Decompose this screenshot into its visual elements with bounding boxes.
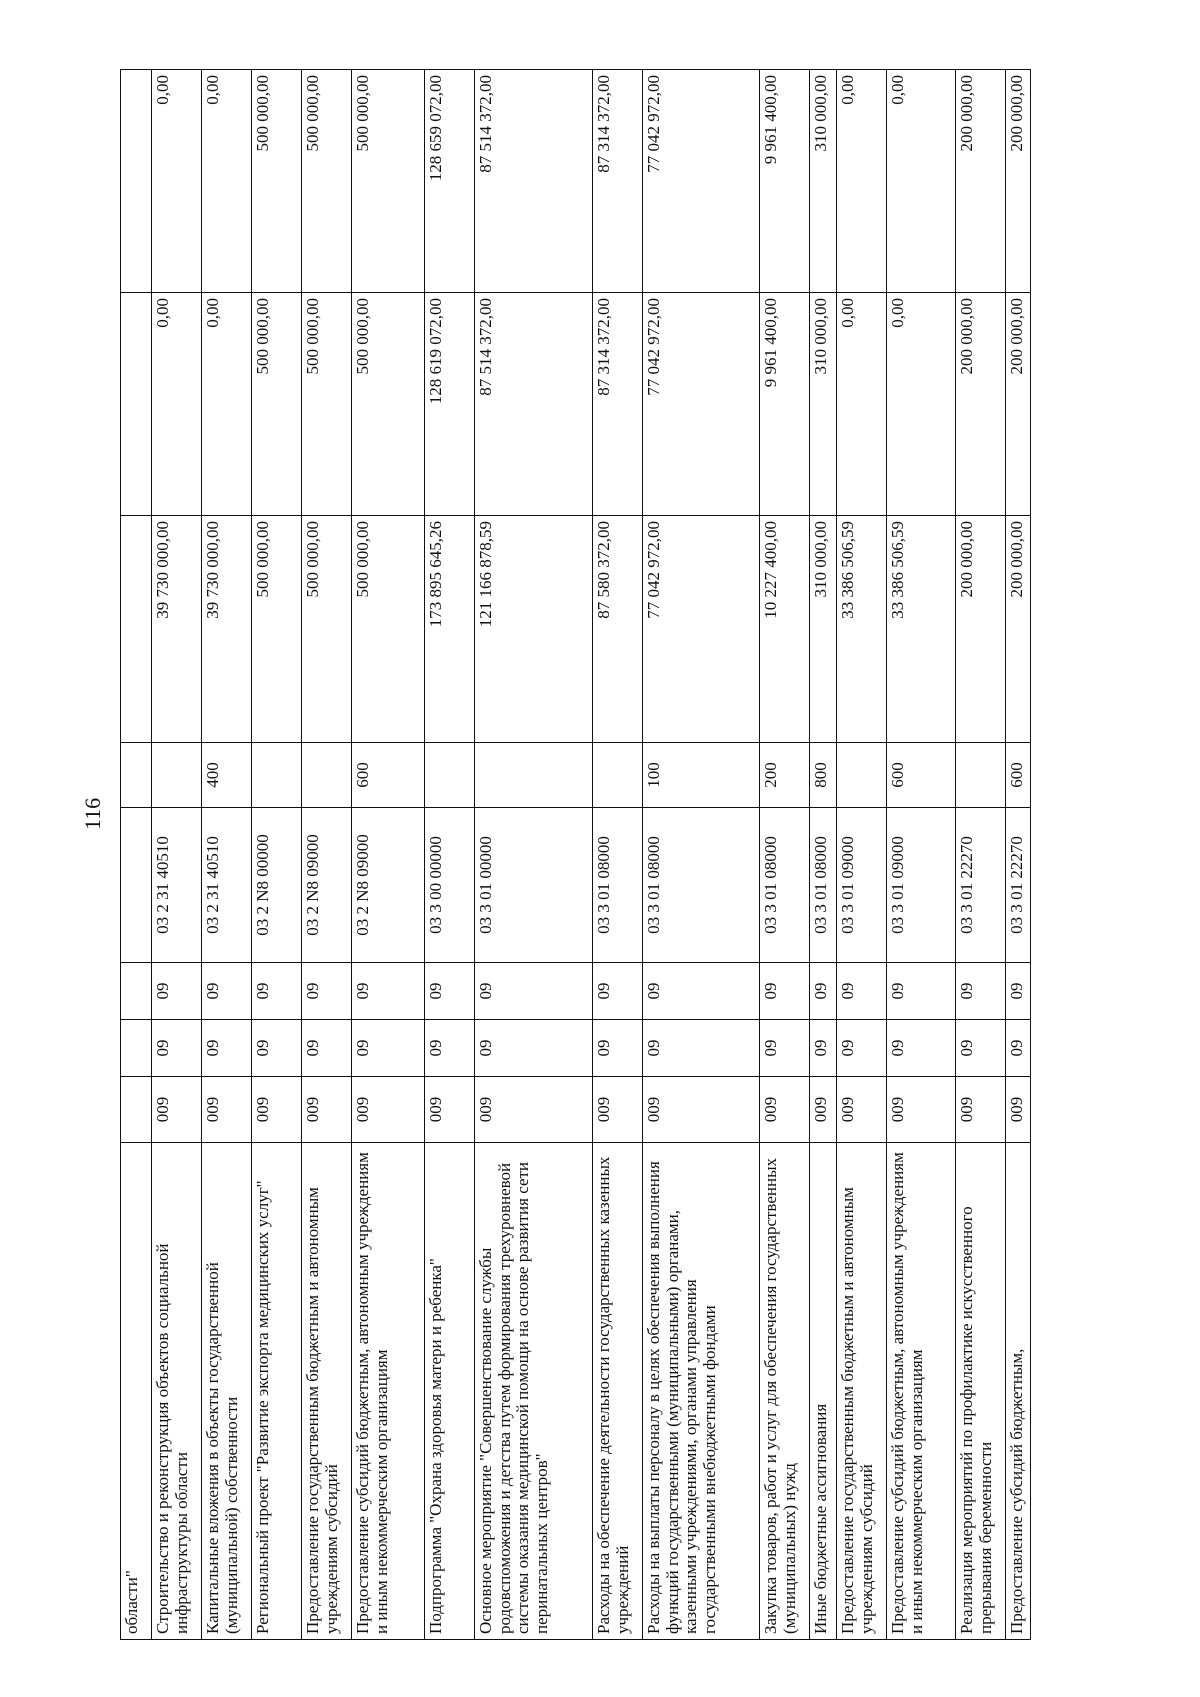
amount-year-1: 500 000,00 — [352, 516, 425, 743]
amount-year-2: 310 000,00 — [810, 293, 837, 516]
amount-year-3: 500 000,00 — [252, 70, 302, 293]
section-code: 09 — [202, 1020, 252, 1077]
subsection-code: 09 — [593, 963, 643, 1020]
ministry-code: 009 — [302, 1077, 352, 1143]
subsection-code: 09 — [956, 963, 1006, 1020]
target-article-code: 03 3 01 22270 — [956, 808, 1006, 963]
row-name: Предоставление субсидий бюджетным, автономным учреждениям и иным некоммерческим организациям — [887, 1143, 956, 1640]
target-article-code — [121, 808, 152, 963]
table-row — [252, 70, 302, 1640]
amount-year-1: 500 000,00 — [252, 516, 302, 743]
budget-table-page — [120, 70, 1122, 1640]
table-row — [643, 70, 760, 1640]
expense-type-code: 400 — [202, 743, 252, 808]
target-article-code: 03 2 N8 09000 — [302, 808, 352, 963]
amount-year-2: 0,00 — [837, 293, 887, 516]
table-row — [956, 70, 1006, 1640]
budget-table-body — [121, 70, 1031, 1640]
subsection-code: 09 — [352, 963, 425, 1020]
amount-year-2: 87 514 372,00 — [475, 293, 593, 516]
amount-year-2: 200 000,00 — [956, 293, 1006, 516]
amount-year-2: 77 042 972,00 — [643, 293, 760, 516]
table-row — [425, 70, 475, 1640]
subsection-code: 09 — [643, 963, 760, 1020]
amount-year-3 — [121, 70, 152, 293]
budget-table — [120, 69, 1031, 1640]
amount-year-3: 9 961 400,00 — [760, 70, 810, 293]
amount-year-3: 128 659 072,00 — [425, 70, 475, 293]
section-code: 09 — [352, 1020, 425, 1077]
expense-type-code — [121, 743, 152, 808]
amount-year-2: 200 000,00 — [1006, 293, 1031, 516]
ministry-code — [121, 1077, 152, 1143]
subsection-code: 09 — [252, 963, 302, 1020]
ministry-code: 009 — [956, 1077, 1006, 1143]
amount-year-3: 200 000,00 — [1006, 70, 1031, 293]
target-article-code: 03 2 N8 00000 — [252, 808, 302, 963]
amount-year-3: 87 314 372,00 — [593, 70, 643, 293]
amount-year-3: 0,00 — [887, 70, 956, 293]
expense-type-code — [475, 743, 593, 808]
amount-year-1: 33 386 506,59 — [887, 516, 956, 743]
table-row — [121, 70, 152, 1640]
amount-year-2: 500 000,00 — [352, 293, 425, 516]
amount-year-3: 200 000,00 — [956, 70, 1006, 293]
subsection-code: 09 — [202, 963, 252, 1020]
amount-year-1: 10 227 400,00 — [760, 516, 810, 743]
ministry-code: 009 — [202, 1077, 252, 1143]
page-number: 116 — [80, 797, 105, 830]
amount-year-1: 121 166 878,59 — [475, 516, 593, 743]
target-article-code: 03 3 01 08000 — [643, 808, 760, 963]
expense-type-code — [302, 743, 352, 808]
row-name: Иные бюджетные ассигнования — [810, 1143, 837, 1640]
expense-type-code — [837, 743, 887, 808]
ministry-code: 009 — [837, 1077, 887, 1143]
section-code: 09 — [1006, 1020, 1031, 1077]
subsection-code: 09 — [760, 963, 810, 1020]
amount-year-3: 87 514 372,00 — [475, 70, 593, 293]
target-article-code: 03 3 01 08000 — [593, 808, 643, 963]
target-article-code: 03 3 00 00000 — [425, 808, 475, 963]
table-row — [837, 70, 887, 1640]
expense-type-code — [252, 743, 302, 808]
row-name: Предоставление государственным бюджетным и автономным учреждениям субсидий — [302, 1143, 352, 1640]
expense-type-code: 800 — [810, 743, 837, 808]
amount-year-2: 500 000,00 — [252, 293, 302, 516]
ministry-code: 009 — [425, 1077, 475, 1143]
row-name: Строительство и реконструкция объектов социальной инфраструктуры области — [152, 1143, 202, 1640]
section-code: 09 — [302, 1020, 352, 1077]
amount-year-3: 310 000,00 — [810, 70, 837, 293]
section-code: 09 — [475, 1020, 593, 1077]
section-code: 09 — [593, 1020, 643, 1077]
subsection-code: 09 — [1006, 963, 1031, 1020]
amount-year-3: 0,00 — [202, 70, 252, 293]
amount-year-2: 128 619 072,00 — [425, 293, 475, 516]
table-row — [152, 70, 202, 1640]
section-code: 09 — [810, 1020, 837, 1077]
target-article-code: 03 3 01 08000 — [810, 808, 837, 963]
section-code: 09 — [760, 1020, 810, 1077]
amount-year-1: 500 000,00 — [302, 516, 352, 743]
expense-type-code: 100 — [643, 743, 760, 808]
target-article-code: 03 2 N8 09000 — [352, 808, 425, 963]
amount-year-2 — [121, 293, 152, 516]
target-article-code: 03 2 31 40510 — [202, 808, 252, 963]
ministry-code: 009 — [152, 1077, 202, 1143]
subsection-code: 09 — [475, 963, 593, 1020]
ministry-code: 009 — [352, 1077, 425, 1143]
ministry-code: 009 — [887, 1077, 956, 1143]
section-code: 09 — [956, 1020, 1006, 1077]
target-article-code: 03 3 01 08000 — [760, 808, 810, 963]
subsection-code: 09 — [302, 963, 352, 1020]
amount-year-1: 173 895 645,26 — [425, 516, 475, 743]
amount-year-1: 77 042 972,00 — [643, 516, 760, 743]
row-name: Региональный проект "Развитие экспорта медицинских услуг" — [252, 1143, 302, 1640]
row-name: Предоставление государственным бюджетным и автономным учреждениям субсидий — [837, 1143, 887, 1640]
target-article-code: 03 3 01 09000 — [887, 808, 956, 963]
subsection-code — [121, 963, 152, 1020]
expense-type-code: 200 — [760, 743, 810, 808]
ministry-code: 009 — [810, 1077, 837, 1143]
row-name: Расходы на выплаты персоналу в целях обеспечения выполнения функций государственными (муниципальными) органами, казенными учреждениями, органами управления государственными внебюджетными фондами — [643, 1143, 760, 1640]
table-row — [593, 70, 643, 1640]
expense-type-code: 600 — [352, 743, 425, 808]
expense-type-code — [956, 743, 1006, 808]
amount-year-2: 500 000,00 — [302, 293, 352, 516]
amount-year-3: 500 000,00 — [352, 70, 425, 293]
amount-year-1: 33 386 506,59 — [837, 516, 887, 743]
amount-year-2: 0,00 — [887, 293, 956, 516]
ministry-code: 009 — [593, 1077, 643, 1143]
row-name: Основное мероприятие "Совершенствование службы родовспоможения и детства путем формирования трехуровневой системы оказания медицинской помощи на основе развития сети перинатальных центров" — [475, 1143, 593, 1640]
amount-year-1: 310 000,00 — [810, 516, 837, 743]
table-row — [1006, 70, 1031, 1640]
subsection-code: 09 — [152, 963, 202, 1020]
amount-year-3: 0,00 — [837, 70, 887, 293]
section-code: 09 — [152, 1020, 202, 1077]
subsection-code: 09 — [810, 963, 837, 1020]
section-code: 09 — [887, 1020, 956, 1077]
amount-year-2: 0,00 — [202, 293, 252, 516]
amount-year-1 — [121, 516, 152, 743]
table-row — [352, 70, 425, 1640]
ministry-code: 009 — [1006, 1077, 1031, 1143]
amount-year-2: 87 314 372,00 — [593, 293, 643, 516]
amount-year-1: 39 730 000,00 — [202, 516, 252, 743]
table-row — [302, 70, 352, 1640]
section-code: 09 — [425, 1020, 475, 1077]
table-row — [202, 70, 252, 1640]
row-name: области" — [121, 1143, 152, 1640]
expense-type-code: 600 — [1006, 743, 1031, 808]
row-name: Подпрограмма "Охрана здоровья матери и ребенка" — [425, 1143, 475, 1640]
row-name: Предоставление субсидий бюджетным, автономным учреждениям и иным некоммерческим организациям — [352, 1143, 425, 1640]
expense-type-code — [152, 743, 202, 808]
section-code: 09 — [837, 1020, 887, 1077]
target-article-code: 03 3 01 22270 — [1006, 808, 1031, 963]
amount-year-3: 500 000,00 — [302, 70, 352, 293]
row-name: Закупка товаров, работ и услуг для обеспечения государственных (муниципальных) нужд — [760, 1143, 810, 1640]
expense-type-code — [425, 743, 475, 808]
amount-year-1: 39 730 000,00 — [152, 516, 202, 743]
amount-year-3: 77 042 972,00 — [643, 70, 760, 293]
amount-year-3: 0,00 — [152, 70, 202, 293]
row-name: Предоставление субсидий бюджетным, — [1006, 1143, 1031, 1640]
row-name: Расходы на обеспечение деятельности государственных казенных учреждений — [593, 1143, 643, 1640]
amount-year-1: 87 580 372,00 — [593, 516, 643, 743]
ministry-code: 009 — [643, 1077, 760, 1143]
amount-year-1: 200 000,00 — [1006, 516, 1031, 743]
expense-type-code: 600 — [887, 743, 956, 808]
ministry-code: 009 — [760, 1077, 810, 1143]
row-name: Реализация мероприятий по профилактике искусственного прерывания беременности — [956, 1143, 1006, 1640]
amount-year-2: 0,00 — [152, 293, 202, 516]
table-row — [475, 70, 593, 1640]
target-article-code: 03 2 31 40510 — [152, 808, 202, 963]
subsection-code: 09 — [887, 963, 956, 1020]
section-code: 09 — [643, 1020, 760, 1077]
table-row — [760, 70, 810, 1640]
row-name: Капитальные вложения в объекты государственной (муниципальной) собственности — [202, 1143, 252, 1640]
target-article-code: 03 3 01 09000 — [837, 808, 887, 963]
expense-type-code — [593, 743, 643, 808]
table-row — [810, 70, 837, 1640]
target-article-code: 03 3 01 00000 — [475, 808, 593, 963]
ministry-code: 009 — [252, 1077, 302, 1143]
ministry-code: 009 — [475, 1077, 593, 1143]
subsection-code: 09 — [837, 963, 887, 1020]
section-code: 09 — [252, 1020, 302, 1077]
amount-year-1: 200 000,00 — [956, 516, 1006, 743]
amount-year-2: 9 961 400,00 — [760, 293, 810, 516]
table-row — [887, 70, 956, 1640]
section-code — [121, 1020, 152, 1077]
subsection-code: 09 — [425, 963, 475, 1020]
